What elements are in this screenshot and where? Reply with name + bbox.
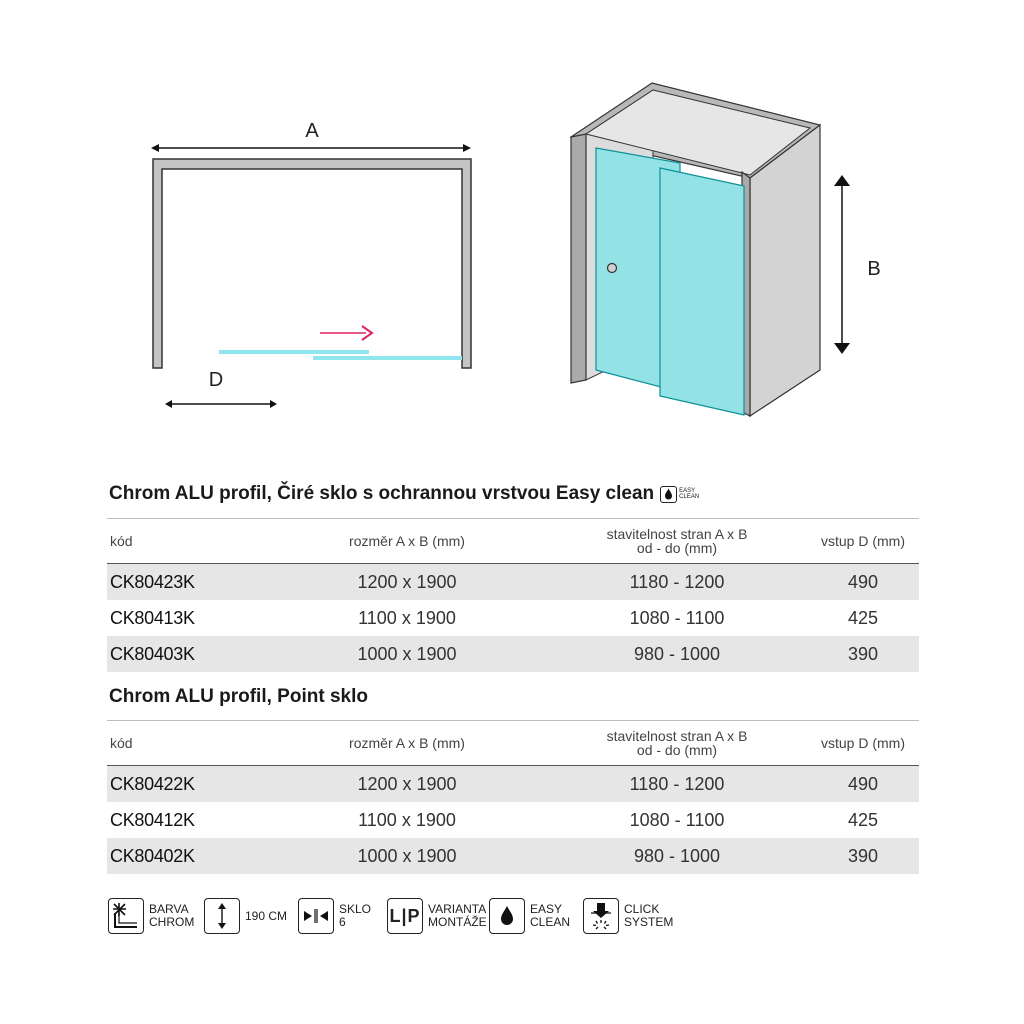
row-entry: 425 (847, 607, 879, 628)
click-system-icon (583, 898, 619, 934)
perspective-view (571, 83, 881, 416)
table-row (107, 802, 919, 838)
sliding-glass-panel (660, 168, 744, 415)
dimension-b-label: B (867, 258, 881, 280)
legend-item-easy-clean (489, 896, 570, 936)
lp-glyph: L|P (389, 905, 421, 926)
profile-color-icon (108, 898, 144, 934)
shower-enclosure-diagram (0, 0, 1024, 460)
header-adjustability: stavitelnost stran A x B od - do (mm) (606, 728, 748, 758)
enclosure-left-wall-edge (571, 134, 586, 383)
row-entry: 390 (847, 643, 879, 664)
section-title-text: Chrom ALU profil, Čiré sklo s ochrannou vrstvou Easy clean (109, 483, 655, 504)
row-adjustability: 1180 - 1200 (629, 572, 725, 592)
legend-label: VARIANTA MONTÁŽE (428, 902, 487, 929)
dimension-a-arrow-right (463, 144, 471, 152)
row-size: 1000 x 1900 (357, 643, 457, 664)
table-header (107, 720, 919, 766)
easy-clean-badge-text: EASY CLEAN (679, 488, 700, 500)
table-row (107, 564, 919, 600)
row-entry: 425 (847, 809, 879, 830)
row-code: CK80422K (110, 773, 195, 794)
row-size: 1200 x 1900 (357, 773, 457, 794)
legend-item-glass (298, 896, 371, 936)
header-code: kód (110, 533, 133, 549)
row-entry: 390 (847, 845, 879, 866)
legend-label: 190 CM (245, 908, 288, 923)
header-entry: vstup D (mm) (821, 533, 905, 549)
drop-icon (489, 898, 525, 934)
row-size: 1100 x 1900 (358, 809, 456, 830)
drop-icon (660, 486, 677, 503)
section-title-text: Chrom ALU profil, Point sklo (109, 686, 368, 707)
plan-fixed-glass (313, 356, 462, 360)
dimension-a-arrow-left (151, 144, 159, 152)
header-code: kód (110, 735, 133, 751)
row-adjustability: 1180 - 1200 (629, 774, 725, 794)
row-size: 1000 x 1900 (357, 845, 457, 866)
legend-item-color (108, 896, 194, 936)
row-adjustability: 980 - 1000 (633, 846, 721, 866)
legend-label: SKLO 6 (339, 902, 372, 929)
row-entry: 490 (847, 773, 879, 794)
legend-label: BARVA CHROM (149, 902, 195, 929)
dimension-b-arrow-top (834, 175, 850, 186)
easy-clean-badge (660, 486, 699, 503)
row-entry: 490 (847, 571, 879, 592)
table-row (107, 766, 919, 802)
table-header (107, 518, 919, 564)
row-code: CK80413K (110, 607, 195, 628)
section-title-point-glass (109, 686, 368, 708)
header-entry: vstup D (mm) (821, 735, 905, 751)
door-knob (608, 264, 617, 273)
lp-variant-icon (387, 898, 423, 934)
section-title-easy-clean (109, 483, 699, 505)
table-row (107, 636, 919, 672)
row-adjustability: 980 - 1000 (633, 644, 721, 664)
dimension-a-label: A (305, 120, 319, 142)
header-size: rozměr A x B (mm) (349, 735, 465, 751)
legend-item-click-system (583, 896, 673, 936)
dimension-b-arrow-bottom (834, 343, 850, 354)
table-row (107, 838, 919, 874)
header-size: rozměr A x B (mm) (349, 533, 465, 549)
plan-view (151, 120, 471, 408)
row-code: CK80423K (110, 571, 195, 592)
legend-label: CLICK SYSTEM (624, 902, 674, 929)
table-row (107, 600, 919, 636)
row-adjustability: 1080 - 1100 (629, 810, 725, 830)
spec-table-easy-clean (107, 518, 919, 672)
legend-label: EASY CLEAN (530, 902, 571, 929)
row-code: CK80403K (110, 643, 195, 664)
dimension-d-arrow-left (165, 400, 172, 408)
feature-legend (108, 896, 708, 938)
plan-sliding-glass (219, 350, 369, 354)
row-adjustability: 1080 - 1100 (629, 608, 725, 628)
height-icon (204, 898, 240, 934)
glass-thickness-icon (298, 898, 334, 934)
legend-item-height (204, 896, 287, 936)
row-code: CK80412K (110, 809, 195, 830)
dimension-d-arrow-right (270, 400, 277, 408)
legend-item-variant (387, 896, 487, 936)
dimension-d-label: D (208, 369, 224, 391)
plan-walls (153, 159, 471, 368)
header-adjustability: stavitelnost stran A x B od - do (mm) (606, 526, 748, 556)
spec-table-point-glass (107, 720, 919, 874)
row-size: 1100 x 1900 (358, 607, 456, 628)
row-code: CK80402K (110, 845, 195, 866)
row-size: 1200 x 1900 (357, 571, 457, 592)
